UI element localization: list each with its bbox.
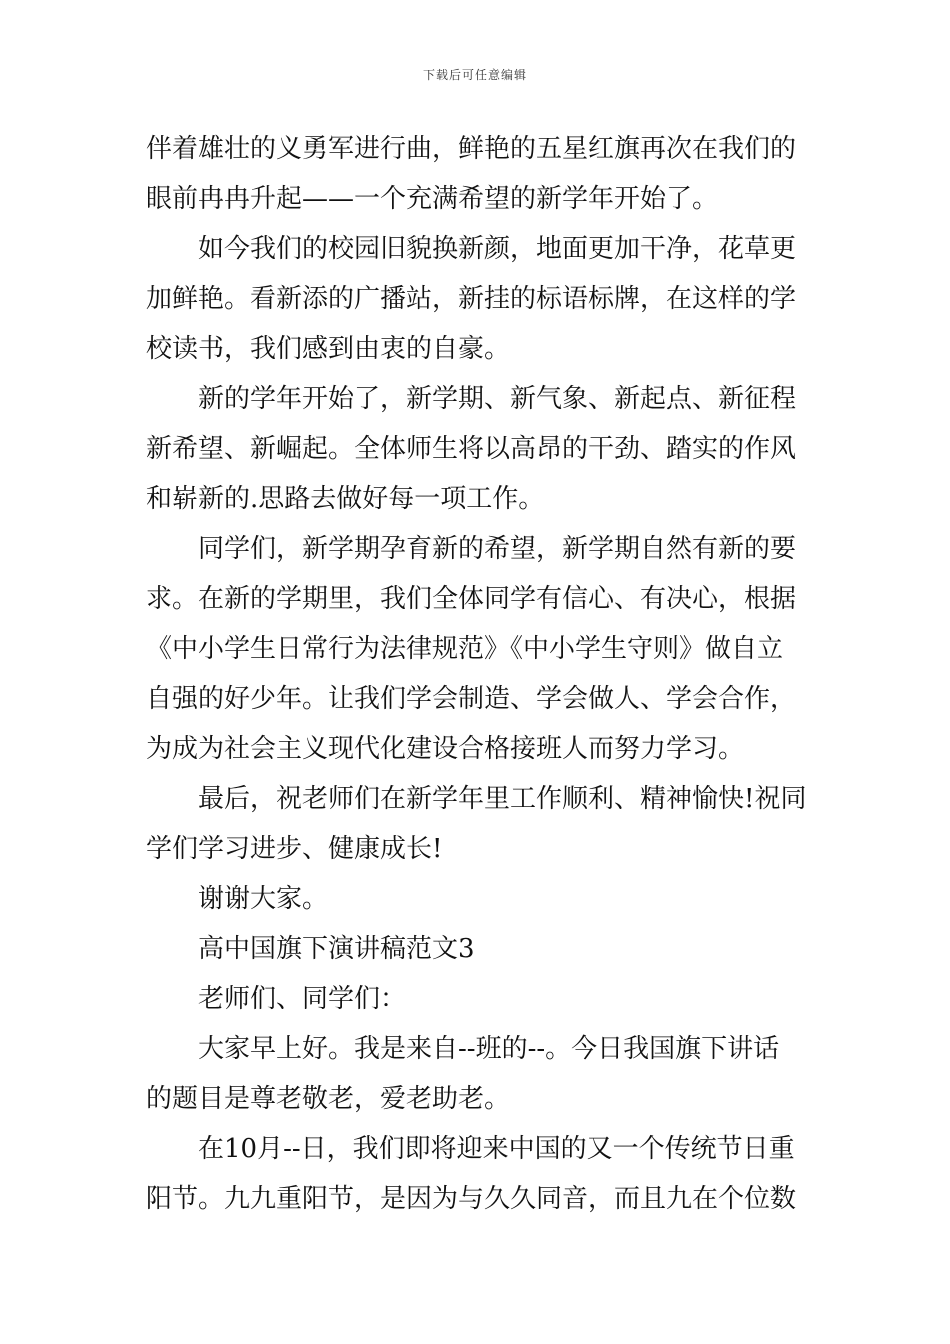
body-text-line: 和崭新的.思路去做好每一项工作。 [146,484,545,514]
paragraph-first-line: 同学们，新学期孕育新的希望，新学期自然有新的要 [198,534,797,564]
paragraph-first-line: 大家早上好。我是来自--班的--。今日我国旗下讲话 [198,1034,780,1064]
body-text-line: 阳节。九九重阳节，是因为与久久同音，而且九在个位数 [146,1184,797,1214]
closing-line: 谢谢大家。 [198,884,329,914]
body-text-line: 求。在新的学期里，我们全体同学有信心、有决心，根据 [146,584,797,614]
body-text-line: 的题目是尊老敬老，爱老助老。 [146,1084,511,1114]
body-text-line: 伴着雄壮的义勇军进行曲，鲜艳的五星红旗再次在我们的 [146,134,797,164]
salutation: 老师们、同学们： [198,984,407,1014]
body-text-line: 校读书，我们感到由衷的自豪。 [146,334,511,364]
paragraph-first-line: 最后，祝老师们在新学年里工作顺利、精神愉快!祝同 [198,784,807,814]
header-note: 下载后可任意编辑 [422,68,527,82]
body-text-line: 自强的好少年。让我们学会制造、学会做人、学会合作， [146,684,797,714]
body-text-line: 新希望、新崛起。全体师生将以高昂的干劲、踏实的作风 [146,434,797,464]
body-text-line: 学们学习进步、健康成长! [146,834,443,864]
body-text-line: 加鲜艳。看新添的广播站，新挂的标语标牌，在这样的学 [146,284,797,314]
paragraph-first-line: 如今我们的校园旧貌换新颜，地面更加干净，花草更 [198,234,797,264]
paragraph-first-line: 新的学年开始了，新学期、新气象、新起点、新征程 [198,384,797,414]
paragraph-first-line: 在10月--日，我们即将迎来中国的又一个传统节日重 [198,1134,795,1164]
body-text-line: 为成为社会主义现代化建设合格接班人而努力学习。 [146,734,745,764]
body-text-line: 《中小学生日常行为法律规范》《中小学生守则》做自立 [146,634,784,664]
body-text-line: 眼前冉冉升起——一个充满希望的新学年开始了。 [146,184,719,214]
section-title: 高中国旗下演讲稿范文3 [198,934,475,964]
